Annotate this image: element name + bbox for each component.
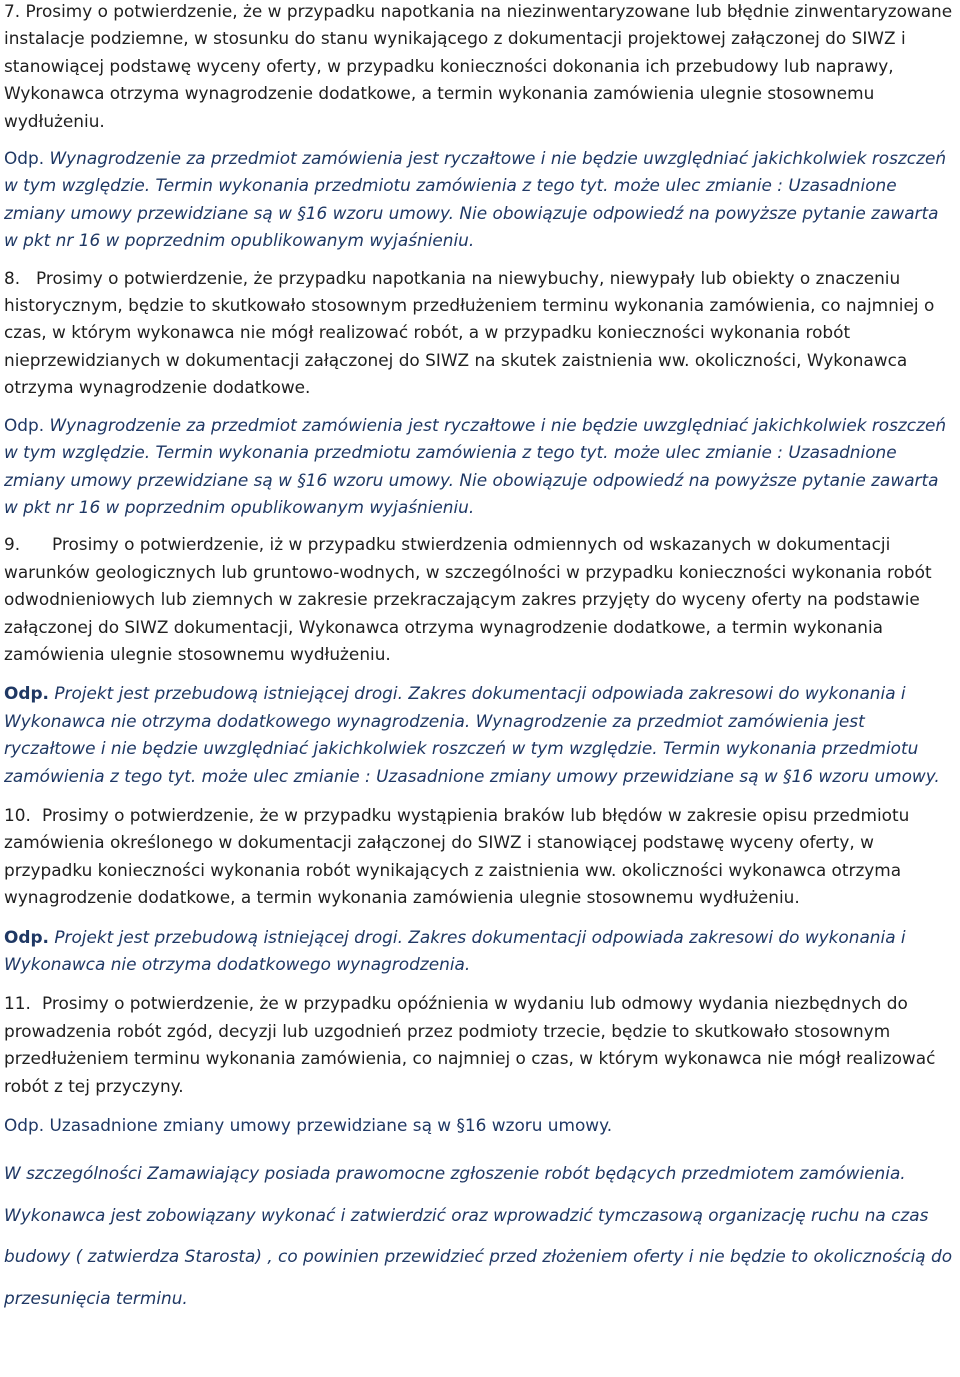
answer-label: Odp. (4, 1115, 45, 1136)
answer-10 (4, 924, 954, 979)
question-7 (4, 0, 954, 135)
answer-text: Projekt jest przebudową istniejącej drogi. Zakres dokumentacji odpowiada zakresowi do wykonania i Wykonawca nie otrzyma dodatkowego wynagrodzenia. (4, 926, 906, 974)
question-number: 7. (4, 1, 21, 21)
answer-8 (4, 412, 954, 522)
question-number: 10. (4, 804, 31, 825)
answer-label: Odp. (4, 683, 49, 704)
question-11 (4, 990, 954, 1100)
question-text: Prosimy o potwierdzenie, iż w przypadku stwierdzenia odmiennych od wskazanych w dokumentacji warunków geologicznych lub gruntowo-wodnych, w szczególności w przypadku konieczności wykonania robót odwodnieniowych lub ziemnych w zakresie przekraczającym zakres przyjęty do wyceny oferty na podstawie załączonej do SIWZ dokumentacji, Wykonawca otrzyma wynagrodzenie dodatkowe, a termin wykonania zamówienia ulegnie stosownemu wydłużeniu. (4, 534, 932, 664)
question-10 (4, 802, 954, 912)
answer-text: Uzasadnione zmiany umowy przewidziane są w §16 wzoru umowy. (49, 1115, 613, 1136)
answer-text: Wynagrodzenie za przedmiot zamówienia jest ryczałtowe i nie będzie uwzględniać jakichkolwiek roszczeń w tym względzie. Termin wykonania przedmiotu zamówienia z tego tyt. może ulec zmianie : Uzasadnione zmiany umowy przewidziane są w §16 wzoru umowy. Nie obowiązuje odpowiedź na powyższe pytanie zawarta w pkt nr 16 w poprzednim opublikowanym wyjaśnieniu. (4, 414, 947, 517)
question-number: 8. (4, 267, 21, 288)
question-text: Prosimy o potwierdzenie, że przypadku napotkania na niewybuchy, niewypały lub obiekty o znaczeniu historycznym, będzie to skutkowało stosownym przedłużeniem terminu wykonania zamówienia, co najmniej o czas, w którym wykonawca nie mógł realizować robót, a w przypadku konieczności wykonania robót nieprzewidzianych w dokumentacji załączonej do SIWZ na skutek zaistnienia ww. okoliczności, Wykonawca otrzyma wynagrodzenie dodatkowe. (4, 267, 935, 398)
question-text: Prosimy o potwierdzenie, że w przypadku wystąpienia braków lub błędów w zakresie opisu przedmiotu zamówienia określonego w dokumentacji załączonej do SIWZ i stanowiącej podstawę wyceny oferty, w przypadku konieczności wykonania robót wynikających z zaistnienia ww. okoliczności wykonawca otrzyma wynagrodzenie dodatkowe, a termin wykonania zamówienia ulegnie stosownemu wydłużeniu. (4, 804, 910, 908)
question-text: Prosimy o potwierdzenie, że w przypadku napotkania na niezinwentaryzowane lub błędnie zinwentaryzowane instalacje podziemne, w stosunku do stanu wynikającego z dokumentacji projektowej załączonej do SIWZ i stanowiącej podstawę wyceny oferty, w przypadku konieczności dokonania ich przebudowy lub naprawy, Wykonawca otrzyma wynagrodzenie dodatkowe, a termin wykonania zamówienia ulegnie stosownemu wydłużeniu. (4, 1, 953, 131)
answer-text: Wynagrodzenie za przedmiot zamówienia jest ryczałtowe i nie będzie uwzględniać jakichkolwiek roszczeń w tym względzie. Termin wykonania przedmiotu zamówienia z tego tyt. może ulec zmianie : Uzasadnione zmiany umowy przewidziane są w §16 wzoru umowy. Nie obowiązuje odpowiedź na powyższe pytanie zawarta w pkt nr 16 w poprzednim opublikowanym wyjaśnieniu. (4, 148, 947, 251)
question-9 (4, 531, 954, 668)
answer-11-note: W szczególności Zamawiający posiada prawomocne zgłoszenie robót będących przedmiotem zamówienia. Wykonawca jest zobowiązany wykonać i zatwierdzić oraz wprowadzić tymczasową organizację ruchu na czas budowy ( zatwierdza Starosta) , co powinien przewidzieć przed złożeniem oferty i nie będzie to okolicznością do przesunięcia terminu. (4, 1163, 953, 1308)
question-8 (4, 265, 954, 402)
answer-9 (4, 680, 954, 790)
question-text: Prosimy o potwierdzenie, że w przypadku opóźnienia w wydaniu lub odmowy wydania niezbędnych do prowadzenia robót zgód, decyzji lub uzgodnień przez podmioty trzecie, będzie to skutkowało stosownym przedłużeniem terminu wykonania zamówienia, co najmniej o czas, w którym wykonawca nie mógł realizować robót z tej przyczyny. (4, 993, 936, 1096)
answer-label: Odp. (4, 926, 49, 947)
answer-text: Projekt jest przebudową istniejącej drogi. Zakres dokumentacji odpowiada zakresowi do wykonania i Wykonawca nie otrzyma dodatkowego wynagrodzenia. Wynagrodzenie za przedmiot zamówienia jest ryczałtowe i nie będzie uwzględniać jakichkolwiek roszczeń w tym względzie. Termin wykonania przedmiotu zamówienia z tego tyt. może ulec zmianie : Uzasadnione zmiany umowy przewidziane są w §16 wzoru umowy. (4, 683, 940, 786)
answer-label: Odp. (4, 414, 45, 435)
answer-label: Odp. (4, 148, 45, 169)
answer-11 (4, 1112, 954, 1139)
question-number: 11. (4, 993, 31, 1014)
question-number: 9. (4, 534, 21, 555)
answer-7 (4, 145, 954, 255)
